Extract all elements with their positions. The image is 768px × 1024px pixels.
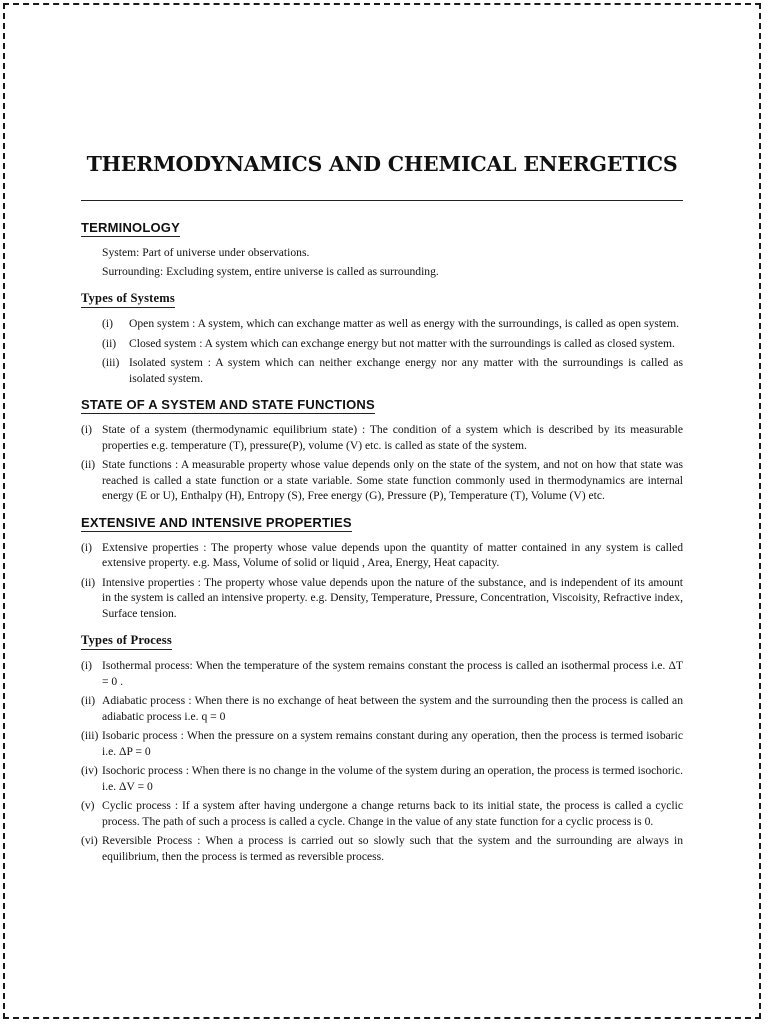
list-marker: (i) [81, 540, 92, 554]
system-definition: System: Part of universe under observations. [102, 246, 310, 259]
list-text: State of a system (thermodynamic equilibrium state) : The condition of a system which is described by its measurable properties e.g. temperature (T), pressure(P), volume (V) etc. is called as state of the system. [102, 423, 683, 452]
list-marker: (iii) [102, 356, 120, 369]
state-functions-heading: STATE OF A SYSTEM AND STATE FUNCTIONS [81, 397, 375, 412]
list-marker: (v) [81, 799, 95, 812]
types-of-process-heading: Types of Process [81, 633, 172, 650]
list-item [81, 336, 683, 352]
list-marker: (ii) [81, 575, 96, 589]
list-text: Intensive properties : The property whose value depends upon the nature of the substance, and is independent of its amount in the system is called an intensive property. e.g. Density, Temperature, Pressure, Concentration, Viscoisity, Refractive index, Surface tension. [102, 575, 683, 620]
list-marker: (iv) [81, 764, 98, 777]
properties-heading: EXTENSIVE AND INTENSIVE PROPERTIES [81, 514, 352, 530]
terminology-section [81, 219, 683, 279]
title-divider [81, 200, 683, 201]
list-text: Isolated system : A system which can neither exchange energy nor any matter with the surroundings is called as isolated system. [129, 356, 683, 385]
list-text: Cyclic process : If a system after having undergone a change returns back to its initial state, the process is called a cyclic process. The path of such a process is called a cycle. Change in the value of any state function for a cyclic process is 0. [102, 799, 683, 828]
types-of-systems-heading: Types of Systems [81, 291, 175, 308]
properties-list [81, 540, 683, 622]
list-item [81, 763, 683, 794]
list-item [81, 833, 683, 864]
list-item [81, 422, 683, 453]
list-item [81, 457, 683, 504]
list-text: Isobaric process : When the pressure on a system remains constant during any operation, then the process is termed isobaric i.e. ΔP = 0 [102, 729, 683, 758]
types-of-systems-section [81, 289, 683, 386]
list-item [81, 693, 683, 724]
list-item [81, 728, 683, 759]
state-functions-section [81, 396, 683, 504]
state-list [81, 422, 683, 504]
list-item [81, 355, 683, 386]
list-text: Open system : A system, which can exchange matter as well as energy with the surroundings, is called as open system. [129, 317, 680, 330]
list-marker: (ii) [102, 336, 117, 350]
surrounding-definition: Surrounding: Excluding system, entire universe is called as surrounding. [102, 264, 439, 278]
types-of-process-section [81, 631, 683, 864]
list-item [81, 540, 683, 571]
list-text: Isothermal process: When the temperature of the system remains constant the process is called an isothermal process i.e. ΔT = 0 . [102, 659, 683, 688]
list-text: Adiabatic process : When there is no exchange of heat between the system and the surrounding then the process is called an adiabatic process i.e. q = 0 [102, 694, 683, 723]
list-text: Reversible Process : When a process is carried out so slowly such that the system and the surrounding are always in equilibrium, then the process is termed as reversible process. [102, 834, 683, 863]
list-text: Extensive properties : The property whose value depends upon the quantity of matter contained in any system is called extensive property. e.g. Mass, Volume of solid or liquid , Area, Energy, Heat capacity. [102, 540, 683, 569]
document-body [81, 152, 683, 864]
list-item [81, 658, 683, 689]
list-text: State functions : A measurable property whose value depends only on the state of the system, and not on how that state was reached is called a state function or a state variable. Some state function commonly used in thermodynamics are internal energy (E or U), Enthalpy (H), Entropy (S), Free energy (G), Pressure (P), Temperature (T), Volume (V) etc. [102, 458, 683, 502]
list-item [81, 316, 683, 332]
list-text: Closed system : A system which can exchange energy but not matter with the surroundings is called as closed system. [129, 336, 675, 350]
list-marker: (i) [102, 317, 113, 330]
document-title: THERMODYNAMICS AND CHEMICAL ENERGETICS [86, 152, 678, 176]
list-marker: (ii) [81, 458, 96, 471]
properties-section [81, 514, 683, 622]
terminology-heading: TERMINOLOGY [81, 220, 180, 235]
list-marker: (i) [81, 423, 92, 436]
list-marker: (ii) [81, 694, 96, 707]
list-marker: (iii) [81, 729, 99, 742]
list-item [81, 575, 683, 622]
systems-list [81, 316, 683, 386]
list-marker: (vi) [81, 834, 98, 847]
list-text: Isochoric process : When there is no change in the volume of the system during an operation, the process is termed isochoric. i.e. ΔV = 0 [102, 764, 683, 793]
list-marker: (i) [81, 659, 92, 672]
list-item [81, 798, 683, 829]
process-list [81, 658, 683, 864]
